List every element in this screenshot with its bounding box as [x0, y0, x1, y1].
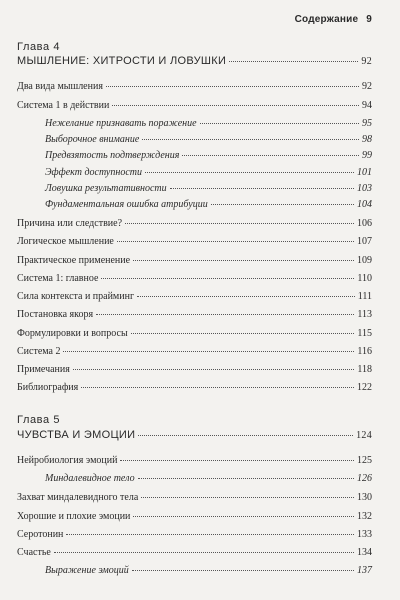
toc-entry-page: 99	[362, 150, 372, 161]
toc-entry-page: 134	[357, 547, 372, 558]
toc-entry-page: 137	[357, 565, 372, 576]
dot-leader	[81, 387, 354, 388]
toc-entry-page: 111	[357, 291, 372, 302]
dot-leader	[200, 123, 359, 124]
chapter-5-title-entry[interactable]	[17, 429, 372, 441]
dot-leader	[133, 516, 354, 517]
toc-entry-page: 122	[357, 382, 372, 393]
running-head-page-number: 9	[366, 14, 372, 25]
toc-entry-page: 95	[362, 118, 372, 129]
toc-entry[interactable]	[17, 364, 372, 375]
toc-entry[interactable]	[17, 81, 372, 92]
dot-leader	[106, 86, 359, 87]
dot-leader	[117, 241, 354, 242]
dot-leader	[138, 478, 354, 479]
toc-entry[interactable]	[17, 218, 372, 229]
toc-entry-title: Выборочное внимание	[45, 134, 140, 145]
toc-entry[interactable]	[17, 492, 372, 503]
toc-entry-page: 107	[357, 236, 372, 247]
chapter-4-label: Глава 4	[17, 41, 61, 53]
toc-entry-page: 98	[362, 134, 372, 145]
dot-leader	[141, 497, 354, 498]
dot-leader	[182, 155, 359, 156]
dot-leader	[138, 435, 353, 436]
toc-entry-page: 104	[357, 199, 372, 210]
dot-leader	[96, 314, 354, 315]
toc-entry-page: 109	[357, 255, 372, 266]
toc-entry-title: Логическое мышление	[17, 236, 114, 247]
dot-leader	[229, 61, 358, 62]
toc-entry[interactable]	[17, 529, 372, 540]
toc-entry-title: Система 1: главное	[17, 273, 99, 284]
toc-entry[interactable]	[17, 309, 372, 320]
toc-entry[interactable]	[17, 291, 372, 302]
dot-leader	[133, 260, 354, 261]
dot-leader	[131, 333, 355, 334]
toc-entry-title: Эффект доступности	[45, 167, 142, 178]
dot-leader	[112, 105, 359, 106]
toc-entry-title: Библиография	[17, 382, 79, 393]
toc-subentry[interactable]	[45, 150, 372, 161]
toc-entry-title: Нежелание признавать поражение	[45, 118, 197, 129]
toc-subentry[interactable]	[45, 118, 372, 129]
toc-entry-title: Выражение эмоций	[45, 565, 129, 576]
toc-entry[interactable]	[17, 100, 372, 111]
chapter-4-title-entry[interactable]	[17, 55, 372, 67]
toc-entry-page: 103	[357, 183, 372, 194]
dot-leader	[63, 351, 354, 352]
toc-entry-page: 116	[357, 346, 372, 357]
toc-entry-page: 106	[357, 218, 372, 229]
toc-entry-title: Ловушка результативности	[45, 183, 167, 194]
toc-entry-title: Причина или следствие?	[17, 218, 123, 229]
chapter-4-title-page: 92	[361, 56, 372, 67]
running-head	[295, 14, 372, 25]
toc-entry-title: Миндалевидное тело	[45, 473, 135, 484]
toc-entry-page: 118	[357, 364, 372, 375]
toc-entry-title: Нейробиология эмоций	[17, 455, 118, 466]
chapter-5-title-page: 124	[356, 430, 372, 441]
toc-entry-title: Захват миндалевидного тела	[17, 492, 139, 503]
toc-subentry[interactable]	[45, 183, 372, 194]
toc-subentry[interactable]	[45, 134, 372, 145]
toc-entry-title: Практическое применение	[17, 255, 131, 266]
toc-entry[interactable]	[17, 255, 372, 266]
toc-entry-title: Система 2	[17, 346, 61, 357]
toc-entry-page: 110	[357, 273, 372, 284]
toc-entry-title: Предвзятость подтверждения	[45, 150, 180, 161]
toc-entry[interactable]	[17, 382, 372, 393]
toc-entry[interactable]	[17, 236, 372, 247]
dot-leader	[101, 278, 354, 279]
running-head-section: Содержание	[294, 14, 359, 25]
chapter-5-title: ЧУВСТВА И ЭМОЦИИ	[17, 429, 136, 441]
toc-entry[interactable]	[17, 455, 372, 466]
toc-entry-title: Фундаментальная ошибка атрибуции	[45, 199, 208, 210]
toc-entry[interactable]	[17, 346, 372, 357]
toc-entry-title: Постановка якоря	[17, 309, 94, 320]
dot-leader	[120, 460, 354, 461]
dot-leader	[125, 223, 354, 224]
toc-entry-page: 113	[357, 309, 372, 320]
toc-entry-title: Система 1 в действии	[17, 100, 110, 111]
dot-leader	[211, 204, 354, 205]
toc-entry-title: Два вида мышления	[17, 81, 103, 92]
toc-subentry[interactable]	[45, 473, 372, 484]
toc-entry-page: 130	[357, 492, 372, 503]
toc-entry-page: 132	[357, 511, 372, 522]
dot-leader	[170, 188, 354, 189]
dot-leader	[54, 552, 354, 553]
dot-leader	[73, 369, 354, 370]
toc-entry[interactable]	[17, 328, 372, 339]
toc-entry-page: 115	[357, 328, 372, 339]
dot-leader	[132, 570, 354, 571]
chapter-5-label: Глава 5	[17, 414, 61, 426]
dot-leader	[145, 172, 354, 173]
toc-entry-page: 125	[357, 455, 372, 466]
toc-entry-title: Хорошие и плохие эмоции	[17, 511, 131, 522]
toc-entry-title: Серотонин	[17, 529, 64, 540]
toc-entry-title: Формулировки и вопросы	[17, 328, 128, 339]
toc-entry-page: 101	[357, 167, 372, 178]
toc-entry[interactable]	[17, 511, 372, 522]
toc-subentry[interactable]	[45, 167, 372, 178]
toc-entry-page: 92	[362, 81, 372, 92]
dot-leader	[66, 534, 354, 535]
toc-entry-title: Примечания	[17, 364, 70, 375]
chapter-4-title: МЫШЛЕНИЕ: ХИТРОСТИ И ЛОВУШКИ	[17, 55, 227, 67]
toc-entry[interactable]	[17, 273, 372, 284]
toc-entry-page: 126	[357, 473, 372, 484]
toc-entry-title: Сила контекста и прайминг	[17, 291, 135, 302]
toc-subentry[interactable]	[45, 565, 372, 576]
dot-leader	[142, 139, 359, 140]
toc-entry-page: 133	[357, 529, 372, 540]
toc-subentry[interactable]	[45, 199, 372, 210]
toc-entry-page: 94	[362, 100, 372, 111]
toc-entry-title: Счастье	[17, 547, 51, 558]
dot-leader	[137, 296, 355, 297]
toc-entry[interactable]	[17, 547, 372, 558]
